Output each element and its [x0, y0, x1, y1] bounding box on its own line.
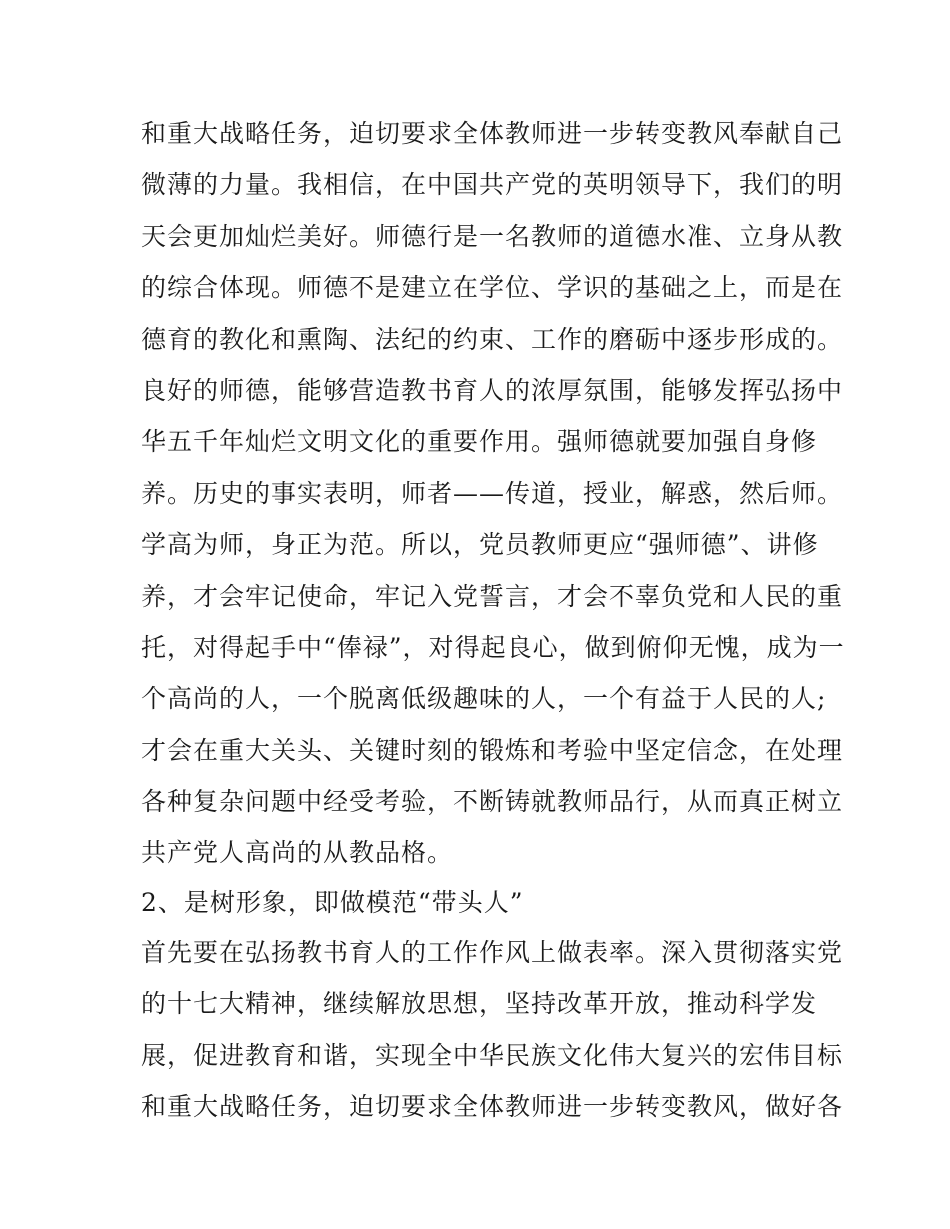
paragraph-line: 才会在重大关头、关键时刻的锻炼和考验中坚定信念，在处理: [141, 735, 844, 765]
paragraph-line: 首先要在弘扬教书育人的工作作风上做表率。深入贯彻落实党: [141, 937, 844, 967]
paragraph-line: 学高为师，身正为范。所以，党员教师更应“强师德”、讲修: [141, 530, 819, 560]
paragraph-line: 各种复杂问题中经受考验，不断铸就教师品行，从而真正树立: [141, 787, 844, 817]
paragraph-line: 养。历史的事实表明，师者——传道，授业，解惑，然后师。: [141, 478, 844, 508]
paragraph-line: 的综合体现。师德不是建立在学位、学识的基础之上，而是在: [141, 273, 844, 303]
paragraph-line: 养，才会牢记使命，牢记入党誓言，才会不辜负党和人民的重: [141, 581, 844, 611]
paragraph-line: 和重大战略任务，迫切要求全体教师进一步转变教风奉献自己: [141, 119, 844, 148]
section-heading: 2、是树形象，即做模范“带头人”: [141, 887, 524, 917]
paragraph-line: 展，促进教育和谐，实现全中华民族文化伟大复兴的宏伟目标: [141, 1040, 844, 1070]
paragraph-line: 托，对得起手中“俸禄”，对得起良心，做到俯仰无愧，成为一: [141, 632, 845, 662]
paragraph-line: 微薄的力量。我相信，在中国共产党的英明领导下，我们的明: [141, 170, 844, 200]
paragraph-line: 华五千年灿烂文明文化的重要作用。强师德就要加强自身修: [141, 427, 818, 457]
paragraph-line: 的十七大精神，继续解放思想，坚持改革开放，推动科学发: [141, 989, 818, 1019]
paragraph-line: 德育的教化和熏陶、法纪的约束、工作的磨砺中逐步形成的。: [141, 324, 844, 354]
paragraph-line: 良好的师德，能够营造教书育人的浓厚氛围，能够发挥弘扬中: [141, 375, 844, 405]
paragraph-line: 共产党人高尚的从教品格。: [141, 838, 454, 868]
paragraph-line: 和重大战略任务，迫切要求全体教师进一步转变教风，做好各: [141, 1092, 844, 1122]
document-body: [141, 108, 845, 1132]
paragraph-line: 个高尚的人，一个脱离低级趣味的人，一个有益于人民的人;: [141, 684, 827, 714]
paragraph-line: 天会更加灿烂美好。师德行是一名教师的道德水准、立身从教: [141, 221, 844, 251]
